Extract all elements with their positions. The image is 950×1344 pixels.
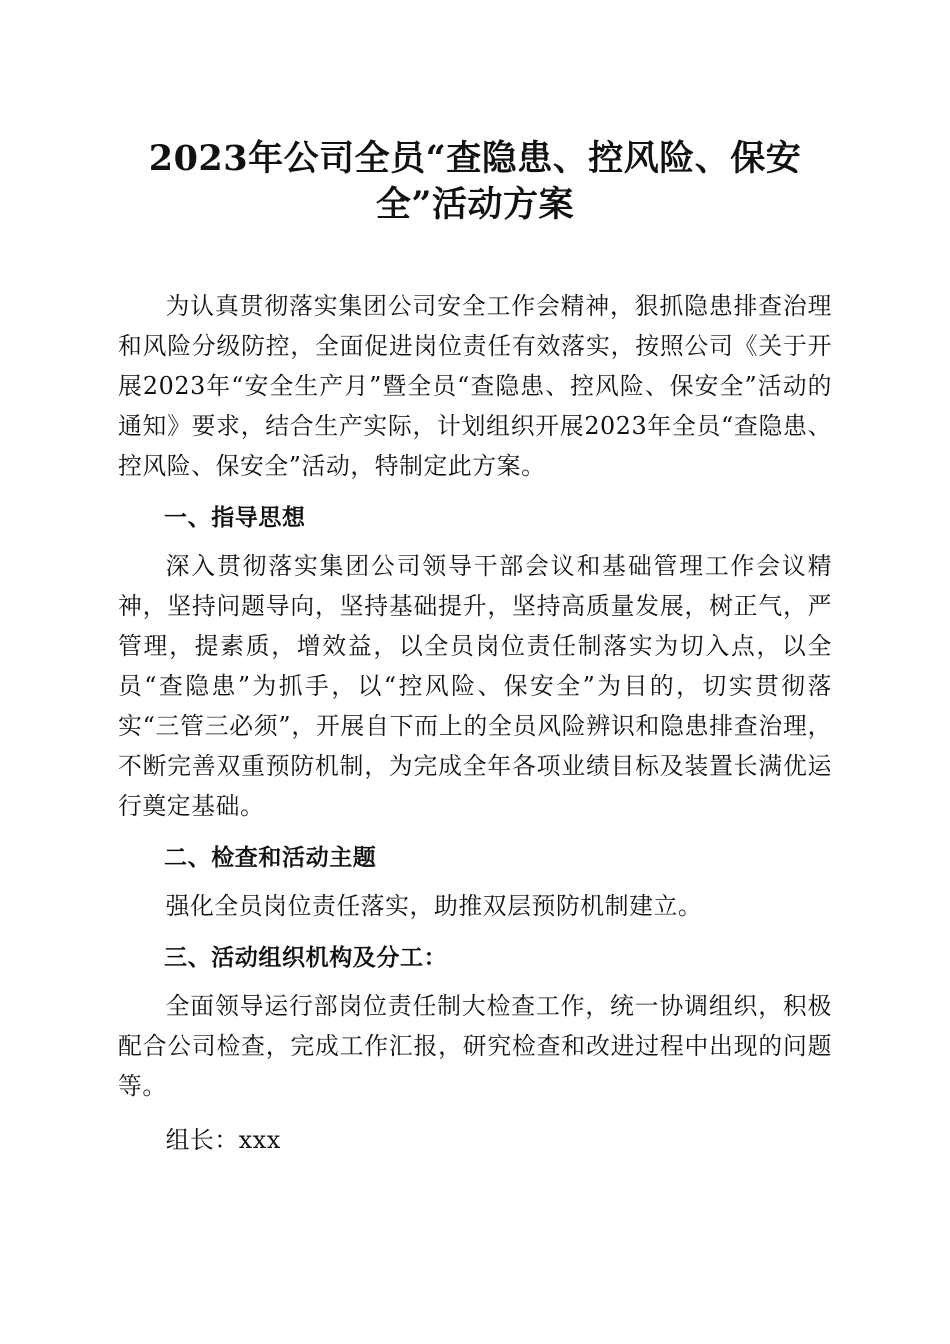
section-2-heading: 二、检查和活动主题 bbox=[164, 845, 377, 871]
intro-paragraph: 为认真贯彻落实集团公司安全工作会精神，狠抓隐患排查治理和风险分级防控，全面促进岗位责任有效落实，按照公司《关于开展2023年“安全生产月”暨全员“查隐患、控风险、保安全”活动的通知》要求，结合生产实际，计划组织开展2023年全员“查隐患、控风险、保安全”活动，特制定此方案。 bbox=[118, 292, 832, 480]
section-1-heading: 一、指导思想 bbox=[164, 505, 306, 531]
title-line-1: 2023年公司全员“查隐患、控风险、保安 bbox=[148, 138, 802, 179]
section-1-paragraph: 深入贯彻落实集团公司领导干部会议和基础管理工作会议精神，坚持问题导向，坚持基础提升，坚持高质量发展，树正气，严管理，提素质，增效益，以全员岗位责任制落实为切入点，以全员“查隐患”为抓手，以“控风险、保安全”为目的，切实贯彻落实“三管三必须”，开展自下而上的全员风险辨识和隐患排查治理，不断完善双重预防机制，为完成全年各项业绩目标及装置长满优运行奠定基础。 bbox=[118, 552, 832, 820]
section-3-heading: 三、活动组织机构及分工： bbox=[164, 945, 448, 971]
document-body bbox=[118, 286, 832, 1160]
document-title bbox=[118, 136, 832, 228]
section-3-paragraph: 全面领导运行部岗位责任制大检查工作，统一协调组织，积极配合公司检查，完成工作汇报，研究检查和改进过程中出现的问题等。 bbox=[118, 992, 832, 1100]
leader-line: 组长：xxx bbox=[165, 1126, 281, 1154]
title-line-2: 全”活动方案 bbox=[375, 184, 575, 225]
document-page bbox=[118, 136, 832, 1160]
section-2-paragraph: 强化全员岗位责任落实，助推双层预防机制建立。 bbox=[165, 892, 703, 920]
